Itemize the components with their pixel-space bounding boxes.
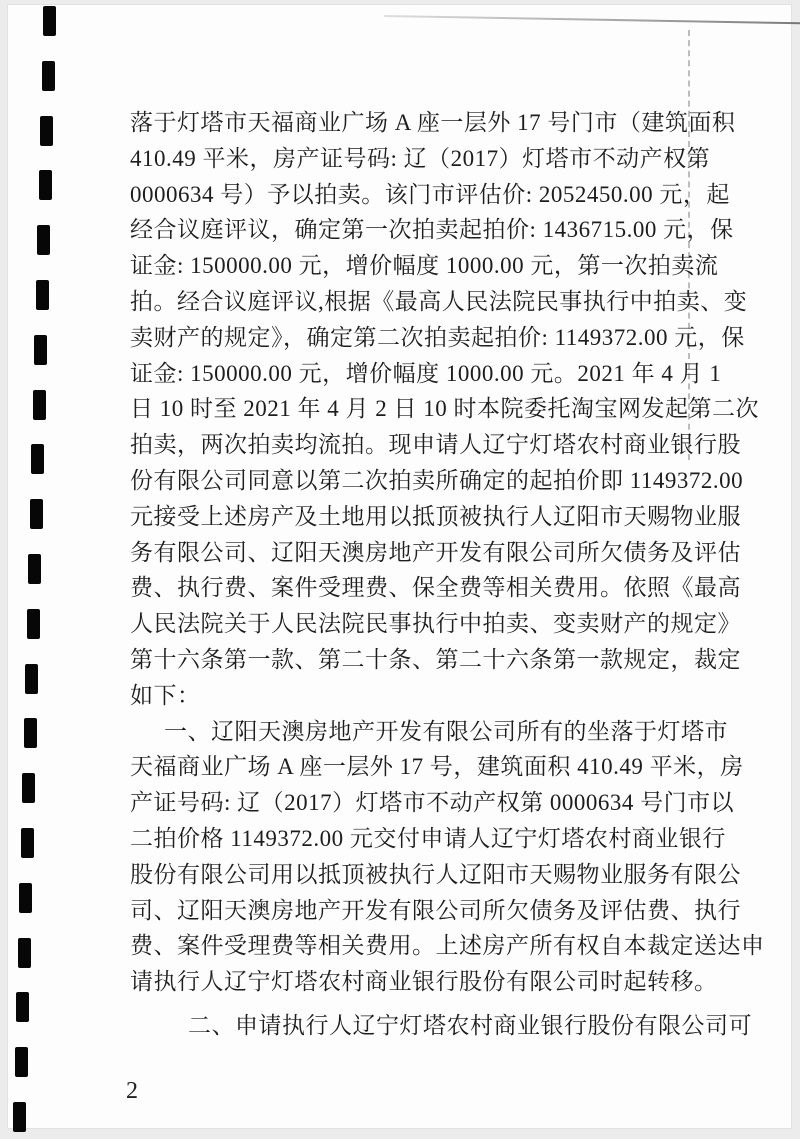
document-line: 卖财产的规定》，确定第二次拍卖起拍价: 1149372.00 元，保 [130,324,745,350]
document-line: 费、执行费、案件受理费、保全费等相关费用。依照《最高 [130,575,741,601]
document-line: 如下： [130,682,201,708]
document-line: 落于灯塔市天福商业广场 A 座一层外 17 号门市（建筑面积 [130,110,736,135]
document-line: 经合议庭评议，确定第一次拍卖起拍价: 1436715.00 元，保 [130,217,734,243]
binding-mark [27,609,40,639]
binding-mark [22,773,35,803]
document-line: 证金: 150000.00 元，增价幅度 1000.00 元。2021 年 4 月 1 [130,360,722,386]
binding-mark [34,335,47,365]
binding-mark [36,280,49,310]
binding-mark [25,664,38,694]
binding-mark [28,554,41,584]
document-line: 一、辽阳天澳房地产开发有限公司所有的坐落于灯塔市 [164,718,728,744]
document-line: 请执行人辽宁灯塔农村商业银行股份有限公司时起转移。 [130,969,718,995]
document-line: 证金: 150000.00 元，增价幅度 1000.00 元，第一次拍卖流 [130,253,719,279]
document-body-text [130,105,765,1044]
document-line: 410.49 平米，房产证号码: 辽（2017）灯塔市不动产权第 [130,145,711,171]
document-line: 日 10 时至 2021 年 4 月 2 日 10 时本院委托淘宝网发起第二次 [130,396,759,422]
binding-mark [15,1047,28,1077]
binding-mark [42,61,55,91]
binding-mark [18,938,31,968]
document-line: 份有限公司同意以第二次拍卖所确定的起拍价即 1149372.00 [130,467,744,493]
document-line: 股份有限公司用以抵顶被执行人辽阳市天赐物业服务有限公 [130,861,741,887]
binding-mark [43,6,56,36]
binding-mark [31,444,44,474]
binding-mark [19,883,32,913]
document-line: 费、案件受理费等相关费用。上述房产所有权自本裁定送达申 [130,933,765,959]
document-line: 司、辽阳天澳房地产开发有限公司所欠债务及评估费、执行 [130,897,741,923]
document-line: 拍卖，两次拍卖均流拍。现申请人辽宁灯塔农村商业银行股 [130,432,741,458]
document-line: 二拍价格 1149372.00 元交付申请人辽宁灯塔农村商业银行 [130,825,726,851]
document-line: 第十六条第一款、第二十条、第二十六条第一款规定，裁定 [130,646,741,672]
binding-mark [16,992,29,1022]
binding-mark [39,170,52,200]
document-line: 人民法院关于人民法院民事执行中拍卖、变卖财产的规定》 [130,611,741,637]
binding-mark [13,1102,26,1132]
document-line: 元接受上述房产及土地用以抵顶被执行人辽阳市天赐物业服 [130,503,741,529]
document-line: 天福商业广场 A 座一层外 17 号，建筑面积 410.49 平米，房 [130,754,744,780]
document-line: 拍。经合议庭评议,根据《最高人民法院民事执行中拍卖、变 [130,288,748,314]
binding-mark [33,390,46,420]
document-line: 产证号码: 辽（2017）灯塔市不动产权第 0000634 号门市以 [130,790,735,816]
document-line: 0000634 号）予以拍卖。该门市评估价: 2052450.00 元，起 [130,181,730,207]
binding-mark [21,828,34,858]
document-line: 务有限公司、辽阳天澳房地产开发有限公司所欠债务及评估 [130,539,741,565]
binding-mark [40,116,53,146]
binding-mark [37,225,50,255]
binding-mark [30,499,43,529]
binding-mark [24,718,37,748]
page-number: 2 [126,1078,138,1104]
document-line: 二、申请执行人辽宁灯塔农村商业银行股份有限公司可 [188,1012,752,1038]
